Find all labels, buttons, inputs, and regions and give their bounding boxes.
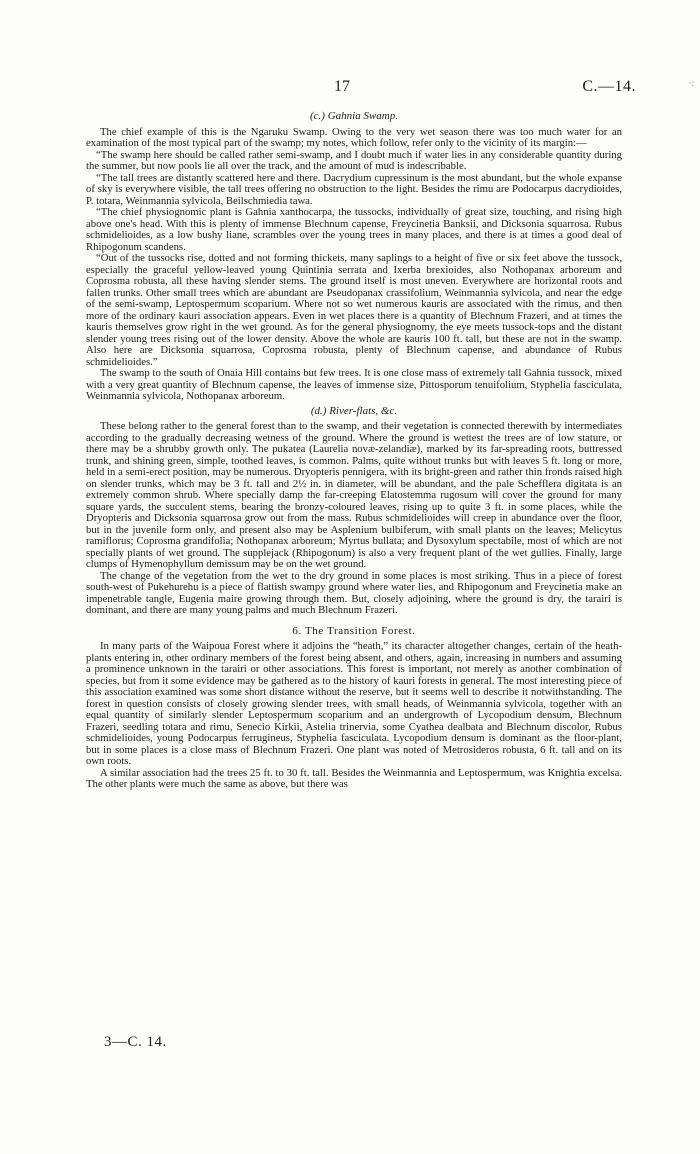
paragraph: “The swamp here should be called rather semi-swamp, and I doubt much if water lies in any considerable quantity during the summer, but now pools lie all over the track, and the amount of mud is indescribable.	[86, 148, 622, 172]
section-heading-transition-forest: 6. The Transition Forest.	[292, 624, 416, 637]
paragraph: “The chief physiognomic plant is Gahnia xanthocarpa, the tussocks, individually of great size, touching, and rising high above one's head. With this is plenty of immense Blechnum capense, Freycinetia Banksii, and Dicksonia squarrosa. Rubus schmidelioides, as a low bushy liane, scrambles over the young trees in many places, and there is at times a good deal of Rhipogonum scandens.	[86, 206, 622, 253]
paragraph: “Out of the tussocks rise, dotted and not forming thickets, many saplings to a height of five or six feet above the tussock, especially the graceful yellow-leaved young Quintinia serrata and Ixerba brexioides, also Nothopanax arboreum and Coprosma robusta, all these having slender stems. The ground itself is most uneven. Everywhere are horizontal roots and fallen trunks. Other small trees which are abundant are Pseudopanax crassifolium, Weinmannia sylvicola, and near the edge of the semi-swamp, Leptospermum scoparium. Where not so wet numerous kauris are associated with the rimus, and then more of the ordinary kauri association appears. Even in wet places there is a quantity of Blechnum Frazeri, and at times the kauris themselves grow right in the wet ground. As for the general physiognomy, the eye meets tussock-tops and the distant slender young trees rising out of the lower density. Above the whole are kauris 100 ft. tall, but these are not in the swamp. Also here are Dicksonia squarrosa, Coprosma robusta, plenty of Blechnum capense, and abundance of Rubus schmidelioides.”	[86, 252, 622, 368]
paragraph: “The tall trees are distantly scattered here and there. Dacrydium cupressinum is the most abundant, but the whole expanse of sky is everywhere visible, the tall trees offering no obstruction to the light. Besides the rimu are Podocarpus dacrydioides, P. totara, Weinmannia sylvicola, Beilschmiedia tawa.	[86, 171, 622, 207]
section-heading-river-flats: (d.) River-flats, &c.	[310, 404, 398, 417]
paragraph: In many parts of the Waipoua Forest where it adjoins the “heath,” its character altogether changes, certain of the heath-plants entering in, other ordinary members of the forest being absent, and others, again, increasing in numbers and assuming a prominence unknown in the tarairi or other associations. This forest is important, not merely as another combination of species, but from it some evidence may be gathered as to the history of kauri forests in general. The most interesting piece of this association examined was some short distance without the reserve, but it seems well to describe it notwithstanding. The forest in question consists of closely growing slender trees, with small heads, of Weinmannia sylvicola, together with an equal quantity of similarly slender Leptospermum scoparium and an undergrowth of Lycopodium densum, Blechnum Frazeri, seedling totara and rimu, Senecio Kirkii, Astelia trinervia, some Cyathea dealbata and Blechnum discolor, Rubus schmidelioides, young Podocarpus ferrugineus, Styphelia fasciculata. Lycopodium densum is dominant as the floor-plant, but in some places is a close mass of Blechnum Frazeri. One plant was noted of Metrosideros robusta, 6 ft. tall and on its own roots.	[86, 640, 622, 767]
page-number: 17	[334, 78, 350, 95]
paragraph: These belong rather to the general forest than to the swamp, and their vegetation is connected therewith by intermediates according to the gradually decreasing wetness of the ground. Where the ground is wettest the trees are of low stature, or there may be a shrubby growth only. The pukatea (Laurelia novæ-zelandiæ), marked by its far-spreading roots, buttressed trunk, and shining green, simple, toothed leaves, is common. Palms, quite without trunks but with leaves 5 ft. long or more, held in a semi-erect position, may be numerous. Dryopteris pennigera, with its bright-green and rather thin fronds raised high on slender trunks, which may be 3 ft. tall and 2½ in. in diameter, will be abundant, and the pale Schefflera digitata is an extremely common shrub. Where specially damp the far-creeping Elatostemma rugosum will cover the ground for many square yards, the succulent stems, bearing the bronzy-coloured leaves, rising up to quite 3 ft. in some places, while the Dryopteris and Dicksonia squarrosa grow out from the mass. Rubus schmidelioides will creep in abundance over the floor, but in the juvenile form only, and present also may be Asplenium bulbiferum, with small plants on the leaves; Melicytus ramiflorus; Coprosma grandifolia; Nothopanax arboreum; Myrtus bullata; and Dysoxylum spectabile, most of which are not specially plants of wet ground. The supplejack (Rhipogonum) is also a very frequent plant of the wet gullies. Finally, large clumps of Hymenophyllum demissum may be on the wet ground.	[86, 420, 622, 570]
paragraph: The chief example of this is the Ngaruku Swamp. Owing to the very wet season there was too much water for an examination of the most typical part of the swamp; my notes, which follow, refer only to the vicinity of its margin:—	[86, 125, 622, 149]
paragraph: The change of the vegetation from the wet to the dry ground in some places is most striking. Thus in a piece of forest south-west of Pukehurehu is a piece of flattish swampy ground where water lies, and Rhipogonum and Freycinetia make an impenetrable tangle, Eugenia maire growing through them. But, closely adjoining, where the ground is dry, the tarairi is dominant, and there are many young palms and much Blechnum Frazeri.	[86, 569, 622, 616]
corner-mark: ·:	[688, 78, 694, 88]
page-body	[86, 108, 622, 791]
paragraph: The swamp to the south of Onaia Hill contains but few trees. It is one close mass of extremely tall Gahnia tussock, mixed with a very great quantity of Blechnum capense, the leaves of immense size, Pittosporum tenuifolium, Styphelia fasciculata, Weinmannia sylvicola, Nothopanax arboreum.	[86, 367, 622, 402]
paragraph: A similar association had the trees 25 ft. to 30 ft. tall. Besides the Weinmannia and Leptospermum, was Knightia excelsa. The other plants were much the same as above, but there was	[86, 766, 622, 790]
document-reference: C.—14.	[582, 78, 636, 95]
page-header	[0, 78, 700, 100]
signature-mark: 3—C. 14.	[104, 1034, 167, 1050]
section-gap	[86, 617, 622, 623]
section-heading-gahnia-swamp: (c.) Gahnia Swamp.	[310, 110, 398, 122]
